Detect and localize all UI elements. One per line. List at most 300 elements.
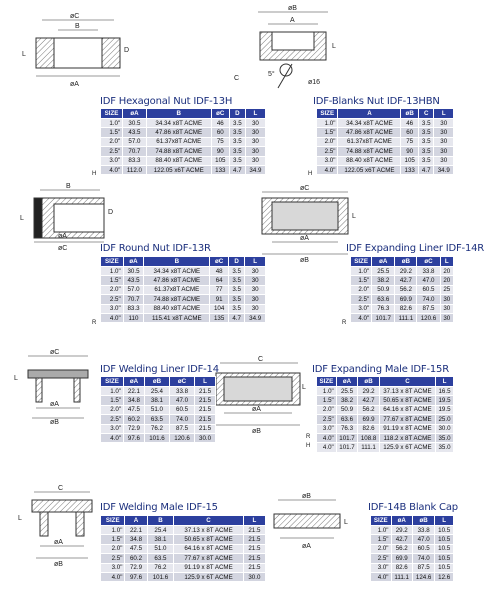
- table-cell: 2.0": [101, 405, 124, 414]
- table-cell: 110: [123, 313, 144, 322]
- table-cell: 12.6: [435, 572, 454, 581]
- table-cell: 76.2: [147, 563, 174, 572]
- table-cell: 20: [440, 276, 453, 285]
- table-row: [101, 387, 216, 396]
- table-header-row: [317, 377, 454, 387]
- table-cell: 1.0": [101, 387, 124, 396]
- table-cell: 20: [440, 267, 453, 276]
- column-header: L: [436, 377, 454, 387]
- table-cell: 30: [245, 285, 266, 294]
- table-cell: 91.19 x 8T ACME: [379, 424, 435, 433]
- table-row: [101, 128, 266, 137]
- table-cell: 90: [401, 147, 419, 156]
- table-cell: 33.8: [417, 267, 440, 276]
- welding-male-a-label: øA: [54, 539, 63, 546]
- table-cell: 2.5": [317, 415, 337, 424]
- blanks-nut-angle-label: 5°: [268, 71, 275, 78]
- table-cell: 21.5: [243, 535, 265, 544]
- round-nut-table: [100, 256, 266, 323]
- table-row: [351, 304, 454, 313]
- table-cell: 133: [401, 165, 419, 174]
- table-cell: 42.7: [395, 276, 417, 285]
- table-cell: 21.5: [243, 554, 265, 563]
- expanding-male-l-label: L: [302, 384, 306, 391]
- table-cell: 34.9: [245, 313, 266, 322]
- table-cell: 91.19 x 8T ACME: [174, 563, 244, 572]
- blank-cap-a-label: øA: [302, 543, 311, 550]
- table-cell: 34.9: [434, 165, 454, 174]
- table-cell: 47.5: [125, 544, 147, 553]
- table-cell: 2.5": [317, 147, 338, 156]
- table-cell: 43.5: [123, 128, 147, 137]
- table-cell: 3.0": [101, 156, 123, 165]
- table-cell: 69.9: [391, 554, 412, 563]
- table-cell: 101.7: [336, 443, 358, 452]
- column-header: C: [418, 109, 434, 119]
- table-cell: 74.0: [412, 554, 434, 563]
- table-cell: 105: [401, 156, 419, 165]
- column-header: SIZE: [101, 109, 123, 119]
- welding-liner-b-label: øB: [50, 419, 59, 426]
- table-cell: 63.5: [147, 554, 174, 563]
- welding-liner-a-label: øA: [50, 401, 59, 408]
- table-row: [101, 554, 266, 563]
- table-cell: 19.5: [436, 396, 454, 405]
- welding-male-title: IDF Welding Male IDF-15: [100, 502, 218, 513]
- table-cell: 74.88 x8T ACME: [146, 147, 211, 156]
- table-cell: 101.6: [147, 572, 174, 581]
- table-row: [101, 137, 266, 146]
- table-cell: 10.5: [435, 526, 454, 535]
- column-header: SIZE: [317, 109, 338, 119]
- table-cell: 38.1: [144, 396, 169, 405]
- table-cell: 2.5": [101, 554, 125, 563]
- expanding-male-a-label: øA: [252, 406, 261, 413]
- table-cell: 21.5: [195, 415, 216, 424]
- table-cell: 4.0": [101, 165, 123, 174]
- column-header: B: [144, 257, 210, 267]
- table-cell: 50.9: [336, 405, 358, 414]
- table-row: [317, 156, 454, 165]
- table-row: [317, 405, 454, 414]
- table-cell: 3.0": [317, 156, 338, 165]
- table-cell: 33.8: [169, 387, 194, 396]
- table-cell: 51.0: [144, 405, 169, 414]
- table-cell: 33.8: [412, 526, 434, 535]
- table-cell: 30: [245, 119, 265, 128]
- table-cell: 25.0: [436, 415, 454, 424]
- table-cell: 82.6: [395, 304, 417, 313]
- table-cell: 1.5": [317, 128, 338, 137]
- table-row: [317, 387, 454, 396]
- blank-cap-drawing: [262, 492, 352, 552]
- table-cell: 10.5: [435, 563, 454, 572]
- table-cell: 1.0": [351, 267, 372, 276]
- blanks-nut-l-label: L: [332, 43, 336, 50]
- table-row: [317, 396, 454, 405]
- table-cell: 60.5: [169, 405, 194, 414]
- table-cell: 69.9: [395, 295, 417, 304]
- table-cell: 133: [211, 165, 229, 174]
- table-cell: 38.1: [147, 535, 174, 544]
- table-cell: 2.0": [101, 285, 124, 294]
- column-header: D: [229, 109, 245, 119]
- table-cell: 3.5: [229, 156, 245, 165]
- column-header: L: [245, 257, 266, 267]
- expanding-liner-row-marker: R: [342, 320, 347, 326]
- table-cell: 3.5: [418, 147, 434, 156]
- table-row: [317, 424, 454, 433]
- welding-male-drawing: [14, 484, 98, 572]
- table-cell: 37.13 x 8T ACME: [379, 387, 435, 396]
- table-row: [101, 313, 266, 322]
- table-cell: 125.9 x 6T ACME: [174, 572, 244, 581]
- table-cell: 25.5: [372, 267, 395, 276]
- hex-nut-title: IDF Hexagonal Nut IDF-13H: [100, 96, 233, 107]
- table-cell: 57.0: [123, 285, 144, 294]
- hex-nut-a-label: øA: [70, 81, 79, 88]
- table-cell: 35.0: [436, 443, 454, 452]
- table-cell: 30: [245, 304, 266, 313]
- table-cell: 60.2: [125, 554, 147, 563]
- table-header-row: [351, 257, 454, 267]
- table-row: [371, 554, 454, 563]
- expanding-male-marker: [306, 387, 314, 396]
- expanding-male-c-label: C: [258, 356, 264, 363]
- table-row: [351, 276, 454, 285]
- table-row: [101, 424, 216, 433]
- table-cell: 3.5: [228, 285, 244, 294]
- table-cell: 50.9: [372, 285, 395, 294]
- table-cell: 3.5: [228, 267, 244, 276]
- blank-cap-l-label: L: [344, 519, 348, 526]
- table-cell: 29.2: [391, 526, 412, 535]
- table-cell: 30.0: [195, 433, 216, 442]
- table-cell: 50.65 x 8T ACME: [174, 535, 244, 544]
- expanding-male-table: [316, 376, 454, 453]
- table-cell: 2.0": [317, 137, 338, 146]
- table-header-row: [101, 109, 266, 119]
- table-cell: 56.2: [391, 544, 412, 553]
- table-cell: 97.6: [125, 572, 147, 581]
- table-cell: 3.0": [371, 563, 392, 572]
- table-cell: 82.6: [391, 563, 412, 572]
- table-cell: 25.4: [147, 526, 174, 535]
- column-header: øB: [401, 109, 419, 119]
- table-cell: 30: [440, 304, 453, 313]
- table-cell: 4.0": [101, 572, 125, 581]
- table-cell: 3.5: [228, 295, 244, 304]
- expanding-male-marker: H: [306, 443, 311, 450]
- table-cell: 75: [401, 137, 419, 146]
- table-cell: 46: [211, 119, 229, 128]
- table-cell: 72.9: [124, 424, 145, 433]
- expanding-male-marker: [306, 425, 314, 434]
- expanding-male-b-label: øB: [252, 428, 261, 435]
- table-cell: 34.34 x8T ACME: [146, 119, 211, 128]
- table-cell: 21.5: [243, 544, 265, 553]
- table-row: [371, 526, 454, 535]
- expanding-male-drawing: [206, 355, 310, 435]
- table-cell: 1.0": [317, 119, 338, 128]
- table-cell: 3.5: [229, 119, 245, 128]
- table-cell: 2.0": [371, 544, 392, 553]
- table-cell: 4.0": [101, 313, 124, 322]
- table-cell: 120.6: [417, 313, 440, 322]
- table-cell: 77.67 x 8T ACME: [174, 554, 244, 563]
- table-cell: 37.13 x 8T ACME: [174, 526, 244, 535]
- round-nut-b-label: B: [66, 183, 71, 190]
- table-cell: 76.3: [372, 304, 395, 313]
- table-cell: 38.2: [336, 396, 358, 405]
- blanks-nut-table: [316, 108, 454, 175]
- table-cell: 2.5": [101, 147, 123, 156]
- blanks-nut-c-label: C: [234, 75, 240, 82]
- table-cell: 50.65 x 8T ACME: [379, 396, 435, 405]
- table-cell: 25.5: [336, 387, 358, 396]
- table-cell: 3.0": [317, 424, 337, 433]
- table-row: [371, 563, 454, 572]
- expanding-liner-table: [350, 256, 454, 323]
- table-row: [351, 267, 454, 276]
- expanding-male-marker: [306, 396, 314, 405]
- expanding-liner-b-label: øB: [300, 257, 309, 264]
- column-header: øA: [123, 257, 144, 267]
- round-nut-row-marker: R: [92, 320, 97, 326]
- table-cell: 101.7: [336, 433, 358, 442]
- table-cell: 30.0: [243, 572, 265, 581]
- hex-nut-d-label: D: [124, 47, 130, 54]
- column-header: øA: [336, 377, 358, 387]
- table-cell: 2.0": [101, 137, 123, 146]
- table-cell: 74.0: [169, 415, 194, 424]
- table-cell: 3.5: [228, 276, 244, 285]
- column-header: øA: [124, 377, 145, 387]
- table-cell: 3.5: [229, 128, 245, 137]
- blanks-nut-drawing: [228, 4, 348, 92]
- table-cell: 30.5: [123, 267, 144, 276]
- column-header: C: [174, 516, 244, 526]
- table-cell: 47.86 x8T ACME: [146, 128, 211, 137]
- table-cell: 34.34 x8T ACME: [338, 119, 401, 128]
- table-cell: 112.0: [123, 165, 147, 174]
- table-cell: 111.1: [395, 313, 417, 322]
- column-header: SIZE: [101, 257, 124, 267]
- table-row: [101, 544, 266, 553]
- expanding-male-marker: [306, 415, 314, 424]
- blanks-nut-a-label: A: [290, 17, 295, 24]
- table-cell: 30: [245, 137, 265, 146]
- welding-liner-l-label: L: [14, 375, 18, 382]
- table-cell: 35.0: [436, 433, 454, 442]
- table-cell: 75: [211, 137, 229, 146]
- welding-liner-table: [100, 376, 216, 443]
- table-row: [101, 415, 216, 424]
- expanding-liner-a-label: øA: [300, 235, 309, 242]
- table-row: [317, 165, 454, 174]
- round-nut-c-label: øC: [58, 245, 68, 252]
- expanding-liner-l-label: L: [352, 213, 356, 220]
- table-cell: 3.5: [229, 137, 245, 146]
- table-cell: 61.37x8T ACME: [146, 137, 211, 146]
- table-cell: 10.5: [435, 554, 454, 563]
- table-cell: 4.0": [317, 165, 338, 174]
- table-cell: 1.0": [317, 387, 337, 396]
- blanks-nut-row-marker: H: [308, 171, 313, 177]
- table-cell: 122.05 x6T ACME: [146, 165, 211, 174]
- table-cell: 10.5: [435, 544, 454, 553]
- table-row: [351, 285, 454, 294]
- table-cell: 63.5: [144, 415, 169, 424]
- welding-male-l-label: L: [18, 515, 22, 522]
- table-cell: 70.7: [123, 295, 144, 304]
- column-header: L: [434, 109, 454, 119]
- table-row: [101, 405, 216, 414]
- table-cell: 30: [434, 128, 454, 137]
- table-cell: 34.34 x8T ACME: [144, 267, 210, 276]
- table-cell: 72.9: [125, 563, 147, 572]
- table-cell: 76.2: [144, 424, 169, 433]
- table-cell: 34.9: [245, 165, 265, 174]
- table-cell: 21.5: [195, 396, 216, 405]
- table-row: [101, 396, 216, 405]
- table-cell: 30: [245, 295, 266, 304]
- table-cell: 101.7: [372, 313, 395, 322]
- table-cell: 4.0": [317, 443, 337, 452]
- table-cell: 38.2: [372, 276, 395, 285]
- table-row: [101, 285, 266, 294]
- expanding-liner-title: IDF Expanding Liner IDF-14R: [346, 243, 484, 254]
- column-header: øB: [144, 377, 169, 387]
- round-nut-l-label: L: [20, 215, 24, 222]
- table-cell: 135: [210, 313, 229, 322]
- table-cell: 60: [401, 128, 419, 137]
- table-row: [101, 276, 266, 285]
- table-row: [317, 137, 454, 146]
- table-cell: 47.5: [124, 405, 145, 414]
- table-cell: 118.2 x 8T ACME: [379, 433, 435, 442]
- table-cell: 4.7: [229, 165, 245, 174]
- hex-nut-row-marker: H: [92, 171, 97, 177]
- table-row: [101, 563, 266, 572]
- table-row: [101, 156, 266, 165]
- table-cell: 74.88 x8T ACME: [144, 295, 210, 304]
- column-header: B: [146, 109, 211, 119]
- table-cell: 1.5": [101, 535, 125, 544]
- table-cell: 60.5: [412, 544, 434, 553]
- table-cell: 124.6: [412, 572, 434, 581]
- table-header-row: [101, 257, 266, 267]
- table-cell: 30: [440, 295, 453, 304]
- hex-nut-table: [100, 108, 266, 175]
- table-cell: 2.0": [101, 544, 125, 553]
- table-cell: 88.40 x8T ACME: [144, 304, 210, 313]
- table-cell: 3.5: [418, 119, 434, 128]
- table-row: [371, 544, 454, 553]
- blank-cap-b-label: øB: [302, 493, 311, 500]
- column-header: SIZE: [371, 516, 392, 526]
- hex-nut-c-label: øC: [70, 13, 80, 20]
- table-cell: 22.1: [124, 387, 145, 396]
- table-cell: 1.5": [101, 276, 124, 285]
- column-header: SIZE: [101, 516, 125, 526]
- table-cell: 64: [210, 276, 229, 285]
- table-cell: 47.0: [412, 535, 434, 544]
- blanks-nut-b-label: øB: [288, 5, 297, 12]
- table-cell: 3.0": [101, 424, 124, 433]
- column-header: L: [195, 377, 216, 387]
- table-cell: 2.5": [371, 554, 392, 563]
- table-cell: 3.0": [101, 304, 124, 313]
- table-cell: 47.0: [169, 396, 194, 405]
- table-cell: 3.5: [228, 304, 244, 313]
- column-header: L: [435, 516, 454, 526]
- table-cell: 4.0": [317, 433, 337, 442]
- expanding-male-marker: R: [306, 433, 311, 440]
- table-cell: 25: [440, 285, 453, 294]
- column-header: øB: [358, 377, 380, 387]
- table-cell: 3.0": [351, 304, 372, 313]
- table-cell: 64.16 x 8T ACME: [174, 544, 244, 553]
- table-cell: 57.0: [123, 137, 147, 146]
- expanding-male-marker: [306, 406, 314, 415]
- table-cell: 83.3: [123, 156, 147, 165]
- table-cell: 30.5: [123, 119, 147, 128]
- table-cell: 2.0": [351, 285, 372, 294]
- table-cell: 30: [434, 156, 454, 165]
- welding-male-table: [100, 515, 266, 582]
- table-row: [317, 119, 454, 128]
- expanding-male-title: IDF Expanding Male IDF-15R: [312, 364, 449, 375]
- table-cell: 30.0: [436, 424, 454, 433]
- table-cell: 104: [210, 304, 229, 313]
- table-cell: 125.9 x 6T ACME: [379, 443, 435, 452]
- hex-nut-drawing: [18, 10, 138, 90]
- table-cell: 42.7: [391, 535, 412, 544]
- table-row: [317, 433, 454, 442]
- table-cell: 2.0": [317, 405, 337, 414]
- table-cell: 30: [245, 156, 265, 165]
- table-cell: 3.5: [229, 147, 245, 156]
- table-cell: 56.2: [358, 405, 380, 414]
- column-header: SIZE: [351, 257, 372, 267]
- table-row: [101, 165, 266, 174]
- table-cell: 56.2: [395, 285, 417, 294]
- blanks-nut-title: IDF-Blanks Nut IDF-13HBN: [313, 96, 440, 107]
- table-cell: 30: [440, 313, 453, 322]
- column-header: øA: [372, 257, 395, 267]
- table-cell: 30: [245, 267, 266, 276]
- table-cell: 16.5: [436, 387, 454, 396]
- table-cell: 91: [210, 295, 229, 304]
- round-nut-d-label: D: [108, 209, 114, 216]
- table-cell: 1.5": [317, 396, 337, 405]
- table-cell: 47.86 x8T ACME: [338, 128, 401, 137]
- table-cell: 63.6: [372, 295, 395, 304]
- table-cell: 1.5": [101, 396, 124, 405]
- table-cell: 47.86 x8T ACME: [144, 276, 210, 285]
- table-row: [351, 313, 454, 322]
- table-cell: 60.5: [417, 285, 440, 294]
- table-cell: 42.7: [358, 396, 380, 405]
- table-cell: 70.7: [123, 147, 147, 156]
- column-header: øC: [417, 257, 440, 267]
- table-cell: 21.5: [195, 387, 216, 396]
- table-row: [371, 572, 454, 581]
- table-row: [317, 147, 454, 156]
- table-row: [371, 535, 454, 544]
- table-header-row: [101, 377, 216, 387]
